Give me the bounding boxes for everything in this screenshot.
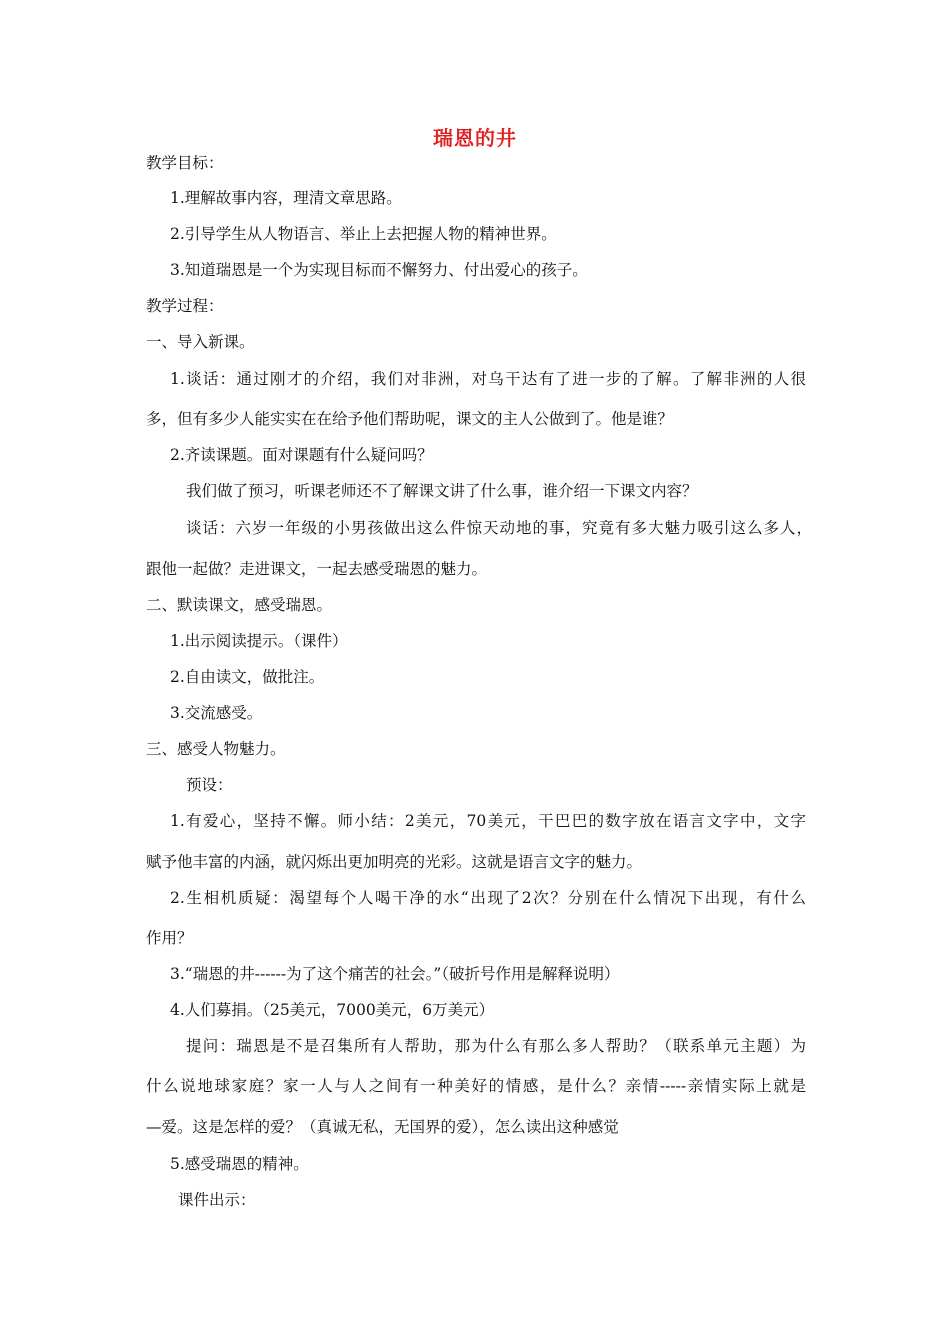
paragraph-line: 1.有爱心，坚持不懈。师小结：2美元，70美元，干巴巴的数字放在语言文字中，文字: [170, 812, 806, 830]
step-heading: 一、导入新课。: [146, 333, 255, 351]
paragraph-line: —爱。这是怎样的爱？（真诚无私，无国界的爱），怎么读出这种感觉: [146, 1118, 619, 1136]
page-title: 瑞恩的井: [433, 126, 517, 150]
paragraph-line: 我们做了预习，听课老师还不了解课文讲了什么事，谁介绍一下课文内容？: [186, 482, 698, 500]
list-item: 1.出示阅读提示。（课件）: [170, 632, 348, 650]
objective-item: 3.知道瑞恩是一个为实现目标而不懈努力、付出爱心的孩子。: [170, 261, 588, 279]
list-item: 2.自由读文，做批注。: [170, 668, 325, 686]
paragraph-line: 提问：瑞恩是不是召集所有人帮助，那为什么有那么多人帮助？（联系单元主题）为: [186, 1037, 806, 1055]
step-heading: 三、感受人物魅力。: [146, 740, 286, 758]
objective-item: 2.引导学生从人物语言、举止上去把握人物的精神世界。: [170, 225, 557, 243]
paragraph-line: 作用？: [146, 929, 193, 947]
step-heading: 二、默读课文，感受瑞恩。: [146, 596, 333, 614]
paragraph-line: 4.人们募捐。（25美元，7000美元，6万美元）: [170, 1001, 495, 1019]
objective-item: 1.理解故事内容，理清文章思路。: [170, 189, 402, 207]
paragraph-line: 预设：: [186, 776, 233, 794]
section-heading-process: 教学过程：: [146, 297, 224, 315]
section-heading-objectives: 教学目标：: [146, 154, 224, 172]
paragraph-line: 什么说地球家庭？家一人与人之间有一种美好的情感，是什么？亲情-----亲情实际上就是: [146, 1077, 806, 1095]
paragraph-line: 3.“瑞恩的井------为了这个痛苦的社会。”（破折号作用是解释说明）: [170, 965, 620, 983]
paragraph-line: 跟他一起做？走进课文，一起去感受瑞恩的魅力。: [146, 560, 488, 578]
list-item: 3.交流感受。: [170, 704, 263, 722]
paragraph-line: 2.生相机质疑：渴望每个人喝干净的水“出现了2次？分别在什么情况下出现，有什么: [170, 889, 806, 907]
paragraph-line: 赋予他丰富的内涵，就闪烁出更加明亮的光彩。这就是语言文字的魅力。: [146, 853, 643, 871]
list-item: 5.感受瑞恩的精神。: [170, 1155, 309, 1173]
paragraph-line: 谈话：六岁一年级的小男孩做出这么件惊天动地的事，究竟有多大魅力吸引这么多人，: [186, 519, 812, 537]
paragraph-line: 课件出示：: [178, 1191, 256, 1209]
paragraph-line: 1.谈话：通过刚才的介绍，我们对非洲，对乌干达有了进一步的了解。了解非洲的人很: [170, 370, 806, 388]
paragraph-line: 多，但有多少人能实实在在给予他们帮助呢，课文的主人公做到了。他是谁？: [146, 410, 674, 428]
paragraph-line: 2.齐读课题。面对课题有什么疑问吗？: [170, 446, 433, 464]
